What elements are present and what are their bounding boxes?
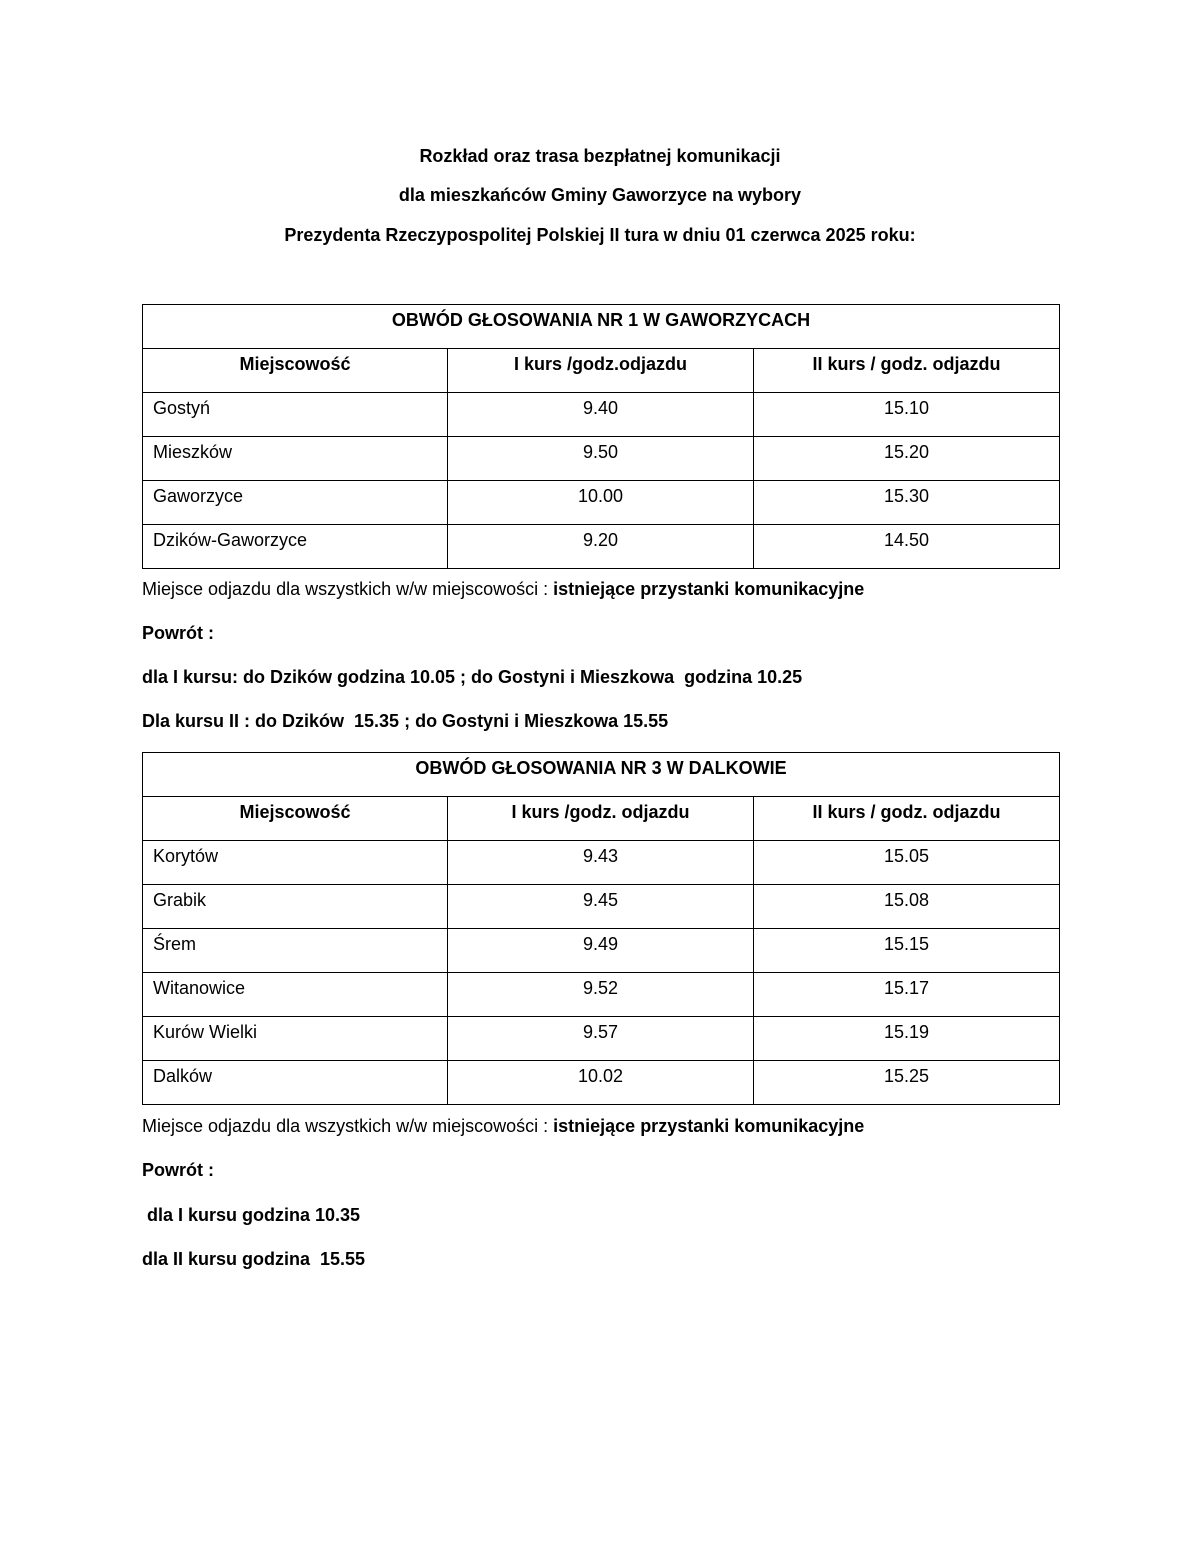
place-cell: Mieszków (143, 437, 448, 481)
document-title-line-1: Rozkład oraz trasa bezpłatnej komunikacji (419, 146, 781, 166)
table-title-row (143, 305, 1060, 349)
document-title-line-3: Prezydenta Rzeczypospolitej Polskiej II tura w dniu 01 czerwca 2025 roku: (284, 225, 916, 245)
table-header-row (143, 349, 1060, 393)
second-run-time-cell: 15.30 (754, 481, 1060, 525)
column-header-first-run: I kurs /godz. odjazdu (448, 797, 754, 841)
first-run-time-cell: 9.20 (448, 525, 754, 569)
departure-note-value: istniejące przystanki komunikacyjne (553, 579, 865, 599)
first-run-time-cell: 9.57 (448, 1017, 754, 1061)
table-title-row (143, 753, 1060, 797)
departure-note-prefix: Miejsce odjazdu dla wszystkich w/w miejscowości : (142, 579, 554, 599)
table-row (143, 1017, 1060, 1061)
table-row (143, 841, 1060, 885)
table-title: OBWÓD GŁOSOWANIA NR 3 W DALKOWIE (143, 753, 1060, 797)
first-run-time-cell: 10.02 (448, 1061, 754, 1105)
return-line-second-run: Dla kursu II : do Dzików 15.35 ; do Gostyni i Mieszkowa 15.55 (142, 711, 669, 731)
column-header-second-run: II kurs / godz. odjazdu (754, 349, 1060, 393)
second-run-time-cell: 14.50 (754, 525, 1060, 569)
first-run-time-cell: 9.52 (448, 973, 754, 1017)
column-header-second-run: II kurs / godz. odjazdu (754, 797, 1060, 841)
departure-note (142, 578, 864, 600)
second-run-time-cell: 15.15 (754, 929, 1060, 973)
place-cell: Witanowice (143, 973, 448, 1017)
place-cell: Gostyń (143, 393, 448, 437)
first-run-time-cell: 9.40 (448, 393, 754, 437)
table-row (143, 393, 1060, 437)
return-label: Powrót : (142, 623, 214, 643)
schedule-table-gaworzyce (142, 304, 1060, 569)
table-row (143, 481, 1060, 525)
table-row (143, 525, 1060, 569)
table-row (143, 929, 1060, 973)
first-run-time-cell: 10.00 (448, 481, 754, 525)
second-run-time-cell: 15.05 (754, 841, 1060, 885)
schedule-table-dalkow (142, 752, 1060, 1105)
table-header-row (143, 797, 1060, 841)
place-cell: Śrem (143, 929, 448, 973)
second-run-time-cell: 15.25 (754, 1061, 1060, 1105)
return-line-first-run: dla I kursu: do Dzików godzina 10.05 ; do Gostyni i Mieszkowa godzina 10.25 (142, 667, 803, 687)
return-label: Powrót : (142, 1160, 214, 1180)
place-cell: Dalków (143, 1061, 448, 1105)
place-cell: Dzików-Gaworzyce (143, 525, 448, 569)
departure-note-prefix: Miejsce odjazdu dla wszystkich w/w miejscowości : (142, 1116, 554, 1136)
place-cell: Kurów Wielki (143, 1017, 448, 1061)
second-run-time-cell: 15.08 (754, 885, 1060, 929)
table-row (143, 885, 1060, 929)
table-title: OBWÓD GŁOSOWANIA NR 1 W GAWORZYCACH (143, 305, 1060, 349)
place-cell: Korytów (143, 841, 448, 885)
second-run-time-cell: 15.10 (754, 393, 1060, 437)
second-run-time-cell: 15.20 (754, 437, 1060, 481)
first-run-time-cell: 9.43 (448, 841, 754, 885)
departure-note (142, 1115, 864, 1137)
first-run-time-cell: 9.45 (448, 885, 754, 929)
table-row (143, 437, 1060, 481)
column-header-place: Miejscowość (143, 797, 448, 841)
second-run-time-cell: 15.17 (754, 973, 1060, 1017)
first-run-time-cell: 9.50 (448, 437, 754, 481)
column-header-first-run: I kurs /godz.odjazdu (448, 349, 754, 393)
return-line-second-run: dla II kursu godzina 15.55 (142, 1249, 366, 1269)
return-line-first-run: dla I kursu godzina 10.35 (142, 1205, 361, 1225)
departure-note-value: istniejące przystanki komunikacyjne (553, 1116, 865, 1136)
place-cell: Grabik (143, 885, 448, 929)
first-run-time-cell: 9.49 (448, 929, 754, 973)
table-row (143, 1061, 1060, 1105)
place-cell: Gaworzyce (143, 481, 448, 525)
second-run-time-cell: 15.19 (754, 1017, 1060, 1061)
table-row (143, 973, 1060, 1017)
document-title-line-2: dla mieszkańców Gminy Gaworzyce na wybory (398, 185, 802, 205)
column-header-place: Miejscowość (143, 349, 448, 393)
